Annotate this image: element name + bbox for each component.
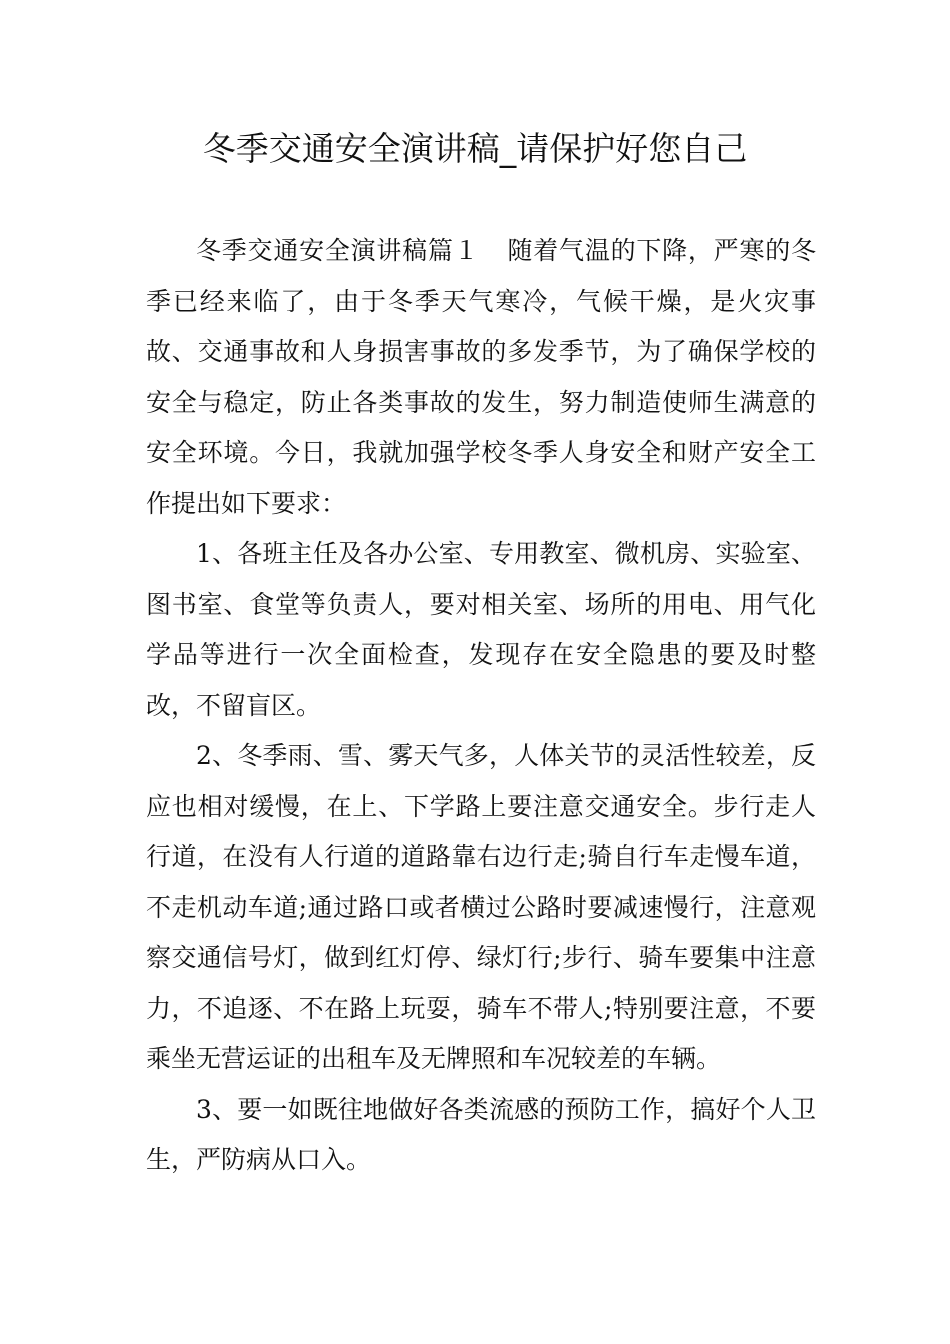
paragraph-item-2: 2、冬季雨、雪、雾天气多，人体关节的灵活性较差，反应也相对缓慢，在上、下学路上要注意交通安全。步行走人行道，在没有人行道的道路靠右边行走;骑自行车走慢车道，不走机动车道;通过路口或者横过公路时要减速慢行，注意观察交通信号灯，做到红灯停、绿灯行;步行、骑车要集中注意力，不追逐、不在路上玩耍，骑车不带人;特别要注意，不要乘坐无营运证的出租车及无牌照和车况较差的车辆。: [146, 741, 816, 1073]
paragraph-item-3: 3、要一如既往地做好各类流感的预防工作，搞好个人卫生，严防病从口入。: [146, 1094, 816, 1174]
paragraph-intro: [146, 226, 816, 529]
document-title: 冬季交通安全演讲稿_请保护好您自己: [202, 129, 748, 168]
section-label: 冬季交通安全演讲稿篇１: [196, 236, 480, 265]
paragraph-text: 随着气温的下降，严寒的冬季已经来临了，由于冬季天气寒冷，气候干燥，是火灾事故、交通事故和人身损害事故的多发季节，为了确保学校的安全与稳定，防止各类事故的发生，努力制造使师生满意的安全环境。今日，我就加强学校冬季人身安全和财产安全工作提出如下要求：: [146, 236, 816, 518]
document-body: [146, 226, 816, 1186]
paragraph-item-1: 1、各班主任及各办公室、专用教室、微机房、实验室、图书室、食堂等负责人，要对相关室、场所的用电、用气化学品等进行一次全面检查，发现存在安全隐患的要及时整改，不留盲区。: [146, 539, 816, 720]
